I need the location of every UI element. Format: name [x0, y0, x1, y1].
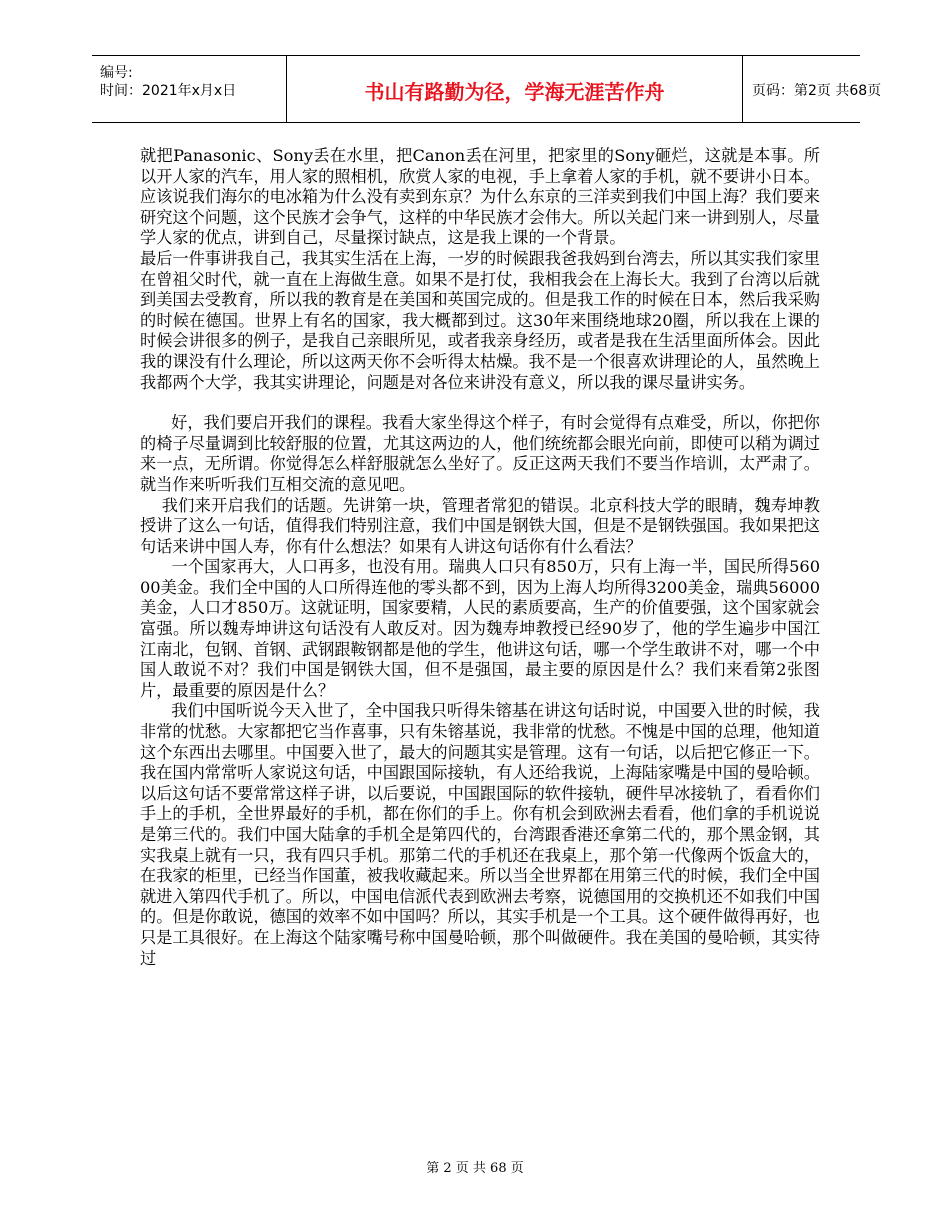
paragraph-1: 就把Panasonic、Sony丢在水里，把Canon丢在河里，把家里的Sony砸烂，这就是本事。所以开人家的汽车，用人家的照相机，欣赏人家的电视，手上拿着人家的手机，就不要讲小日本。应该说我们海尔的电冰箱为什么没有卖到东京？为什么东京的三洋卖到我们中国上海？我们要来研究这个问题，这个民族才会争气，这样的中华民族才会伟大。所以关起门来一讲到别人，尽量学人家的优点，讲到自己，尽量探讨缺点，这是我上课的一个背景。 — [140, 146, 820, 248]
page-footer: 第 2 页 共 68 页 — [426, 1161, 524, 1176]
header-motto-cell — [286, 56, 743, 122]
paragraph-5: 一个国家再大，人口再多，也没有用。瑞典人口只有850万，只有上海一半，国民所得56000美金。我们全中国的人口所得连他的零头都不到，因为上海人均所得3200美金，瑞典56000美金，人口才850万。这就证明，国家要精，人民的素质要高，生产的价值要强，这个国家就会富强。所以魏寿坤讲这句话没有人敢反对。因为魏寿坤教授已经90岁了，他的学生遍步中国江江南北，包钢、首钢、武钢跟鞍钢都是他的学生，他讲这句话，哪一个学生敢讲不对，哪一个中国人敢说不对？我们中国是钢铁大国，但不是强国，最主要的原因是什么？我们来看第2张图片，最重要的原因是什么？ — [140, 557, 820, 700]
header-page-number: 页码：第2页 共68页 — [752, 83, 882, 99]
page-header — [92, 55, 882, 123]
header-meta-cell — [92, 56, 286, 122]
paragraph-6: 我们中国听说今天入世了，全中国我只听得朱镕基在讲这句话时说，中国要入世的时候，我非常的忧愁。大家都把它当作喜事，只有朱镕基说，我非常的忧愁。不愧是中国的总理，他知道这个东西出去哪里。中国要入世了，最大的问题其实是管理。这有一句话，以后把它修正一下。我在国内常常听人家说这句话，中国跟国际接轨，有人还给我说，上海陆家嘴是中国的曼哈顿。以后这句话不要常常这样子讲，以后要说，中国跟国际的软件接轨，硬件早冰接轨了，看看你们手上的手机，全世界最好的手机，都在你们的手上。你有机会到欧洲去看看，他们拿的手机说说是第三代的。我们中国大陆拿的手机全是第四代的，台湾跟香港还拿第二代的，那个黑金钢，其实我桌上就有一只，我有四只手机。那第二代的手机还在我桌上，那个第一代像两个饭盒大的，在我家的柜里，已经当作国董，被我收藏起来。所以当全世界都在用第三代的时候，我们全中国就进入第四代手机了。所以，中国电信派代表到欧洲去考察，说德国用的交换机还不如我们中国的。但是你敢说，德国的效率不如中国吗？所以，其实手机是一个工具。这个硬件做得再好，也只是工具很好。在上海这个陆家嘴号称中国曼哈顿，那个叫做硬件。我在美国的曼哈顿，其实待过 — [140, 701, 820, 968]
paragraph-4: 我们来开启我们的话题。先讲第一块，管理者常犯的错误。北京科技大学的眼睛，魏寿坤教授讲了这么一句话，值得我们特别注意，我们中国是钢铁大国，但是不是钢铁强国。我如果把这句话来讲中国人寿，你有什么想法？如果有人讲这句话你有什么看法？ — [140, 495, 820, 556]
header-page-cell — [742, 56, 882, 122]
paragraph-2: 最后一件事讲我自己，我其实生活在上海，一岁的时候跟我爸我妈到台湾去，所以其实我们家里在曾祖父时代，就一直在上海做生意。如果不是打仗，我相我会在上海长大。我到了台湾以后就到美国去受教育，所以我的教育是在美国和英国完成的。但是我工作的时候在日本，然后我采购的时候在德国。世界上有名的国家，我大概都到过。这30年来围绕地球20圈，所以我在上课的时候会讲很多的例子，是我自己亲眼所见，或者我亲身经历，或者是我在生活里面所体会。因此我的课没有什么理论，所以这两天你不会听得太枯燥。我不是一个很喜欢讲理论的人，虽然晚上我都两个大学，我其实讲理论，问题是对各位来讲没有意义，所以我的课尽量讲实务。 — [140, 248, 820, 392]
paragraph-3: 好，我们要启开我们的课程。我看大家坐得这个样子，有时会觉得有点难受，所以，你把你的椅子尽量调到比较舒服的位置，尤其这两边的人，他们统统都会眼光向前，即使可以稍为调过来一点，无所谓。你觉得怎么样舒服就怎么坐好了。反正这两天我们不要当作培训，太严肃了。就当作来听听我们互相交流的意见吧。 — [140, 413, 820, 494]
document-number-label: 编号: — [100, 65, 133, 81]
document-time-label: 时间：2021年x月x日 — [100, 83, 237, 99]
document-body — [140, 146, 820, 969]
header-motto: 书山有路勤为径，学海无涯苦作舟 — [364, 80, 665, 104]
